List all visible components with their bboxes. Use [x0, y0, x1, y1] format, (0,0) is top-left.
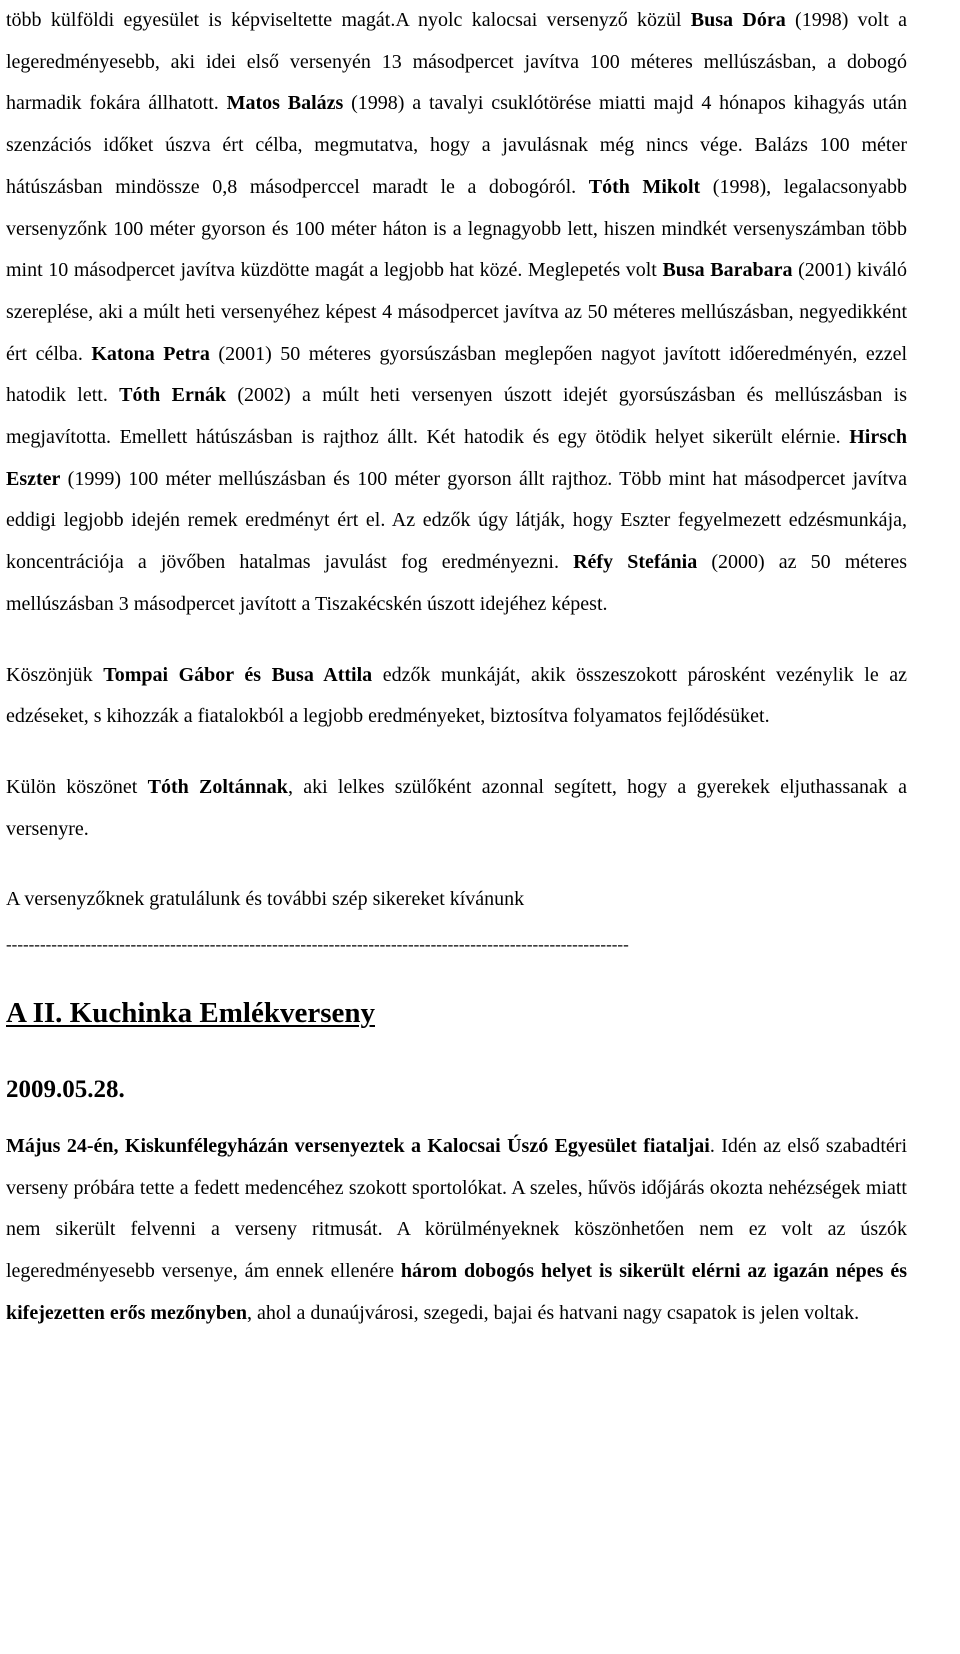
text-run: (2000) az 50 méteres mellúszásban 3 másodpercet javított a Tiszakécskén úszott idejéhez képest. — [6, 551, 908, 615]
text-run: , ahol a dunaújvárosi, szegedi, bajai és hatvani nagy csapatok is jelen voltak. — [247, 1301, 860, 1324]
parent-thanks-paragraph — [6, 767, 907, 850]
swimmer-name: Busa Barabara — [662, 259, 793, 282]
bold-lead: Május 24-én, Kiskunfélegyházán versenyeztek a Kalocsai Úszó Egyesület fiataljai — [6, 1135, 710, 1158]
article-date: 2009.05.28. — [6, 1076, 125, 1104]
text-run: (2001) 50 méteres gyorsúszásban meglepően nagyot javított időeredményén, ezzel hatodik lett. — [6, 342, 907, 407]
text-run: (1998) a tavalyi csuklótörése miatti majd 4 hónapos kihagyás után szenzációs időket úszva ért célba, megmutatva, hogy a javulásnak még nincs vége. Balázs 100 méter hátúszásban mindössze 0,8 másodperccel maradt le a dobogóról. — [6, 92, 907, 198]
congratulations-paragraph — [6, 879, 907, 921]
text-run: (1998), legalacsonyabb versenyzőnk 100 méter gyorson és 100 méter háton is a legnagyobb lett, hiszen mindkét versenyszámban több mint 10 másodpercet javítva küzdötte magát a legjobb hat közé. Meglepetés volt — [6, 175, 907, 282]
text-run: Külön köszönet — [6, 775, 148, 798]
swimmer-name: Busa Dóra — [690, 9, 786, 31]
swimmer-name: Matos Balázs — [226, 92, 344, 115]
swimmer-name: Katona Petra — [91, 342, 210, 365]
swimmer-name: Réfy Stefánia — [573, 551, 698, 574]
coach-names: Tompai Gábor és Busa Attila — [103, 663, 373, 686]
paragraph-spacer — [6, 738, 907, 767]
text-run: több külföldi egyesület is képviseltette magát.A nyolc kalocsai versenyző közül — [6, 9, 691, 31]
text-run: , aki lelkes szülőként azonnal segített, hogy a gyerekek eljuthassanak a versenyre. — [6, 775, 907, 840]
article-title: A II. Kuchinka Emlékverseny — [6, 997, 375, 1030]
swimmer-name: Tóth Mikolt — [588, 175, 701, 198]
text-run: (2002) a múlt heti versenyen úszott idejét gyorsúszásban és mellúszásban is megjavította. Emellett hátúszásban is rajthoz állt. Két hatodik és egy ötödik helyet sikerült elérnie. — [6, 384, 908, 449]
coaches-thanks-paragraph — [6, 655, 907, 738]
text-run: Köszönjük — [6, 663, 104, 686]
bold-highlight: három dobogós helyet is sikerült elérni az igazán népes és kifejezetten erős mezőnyben — [6, 1260, 907, 1324]
text-run: (2001) kiváló szereplése, aki a múlt heti versenyéhez képest 4 másodpercet javítva az 50 méteres mellúszásban, negyedikként ért célba. — [6, 259, 908, 365]
paragraph-spacer — [6, 626, 907, 655]
text-run: (1999) 100 méter mellúszásban és 100 méter gyorson állt rajthoz. Több mint hat másodpercet javítva eddigi legjobb idején remek eredményt ért el. Az edzők úgy látják, hogy Eszter fegyelmezett edzésmunkája, koncentrációja a jövőben hatalmas javulást fog eredményezni. — [6, 467, 907, 574]
swimmer-name: Hirsch Eszter — [6, 426, 907, 490]
text-run: A versenyzőknek gratulálunk és további szép sikereket kívánunk — [6, 888, 525, 911]
results-paragraph — [6, 0, 907, 626]
document-page — [6, 0, 907, 1335]
dashed-separator: -------------------------------------------------------------------------------------------------------------- — [6, 935, 629, 955]
paragraph-spacer — [6, 850, 907, 879]
swimmer-name: Tóth Ernák — [119, 384, 227, 407]
text-run: (1998) volt a legeredményesebb, aki idei első versenyén 13 másodpercet javítva 100 méteres mellúszásban, a dobogó harmadik fokára állhatott. — [6, 9, 907, 115]
text-run: edzők munkáját, akik összeszokott párosként vezénylik le az edzéseket, s kihozzák a fiatalokból a legjobb eredményeket, biztosítva folyamatos fejlődésüket. — [6, 663, 908, 728]
parent-name: Tóth Zoltánnak — [147, 775, 288, 798]
article-intro-paragraph — [6, 1126, 907, 1335]
text-run: . Idén az első szabadtéri verseny próbára tette a fedett medencéhez szokott sportolókat. A szeles, hűvös időjárás okozta nehézségek miatt nem sikerült felvenni a verseny ritmusát. A körülményeknek köszönhetően nem ez volt az úszók legeredményesebb versenye, ám ennek ellenére — [6, 1135, 907, 1283]
